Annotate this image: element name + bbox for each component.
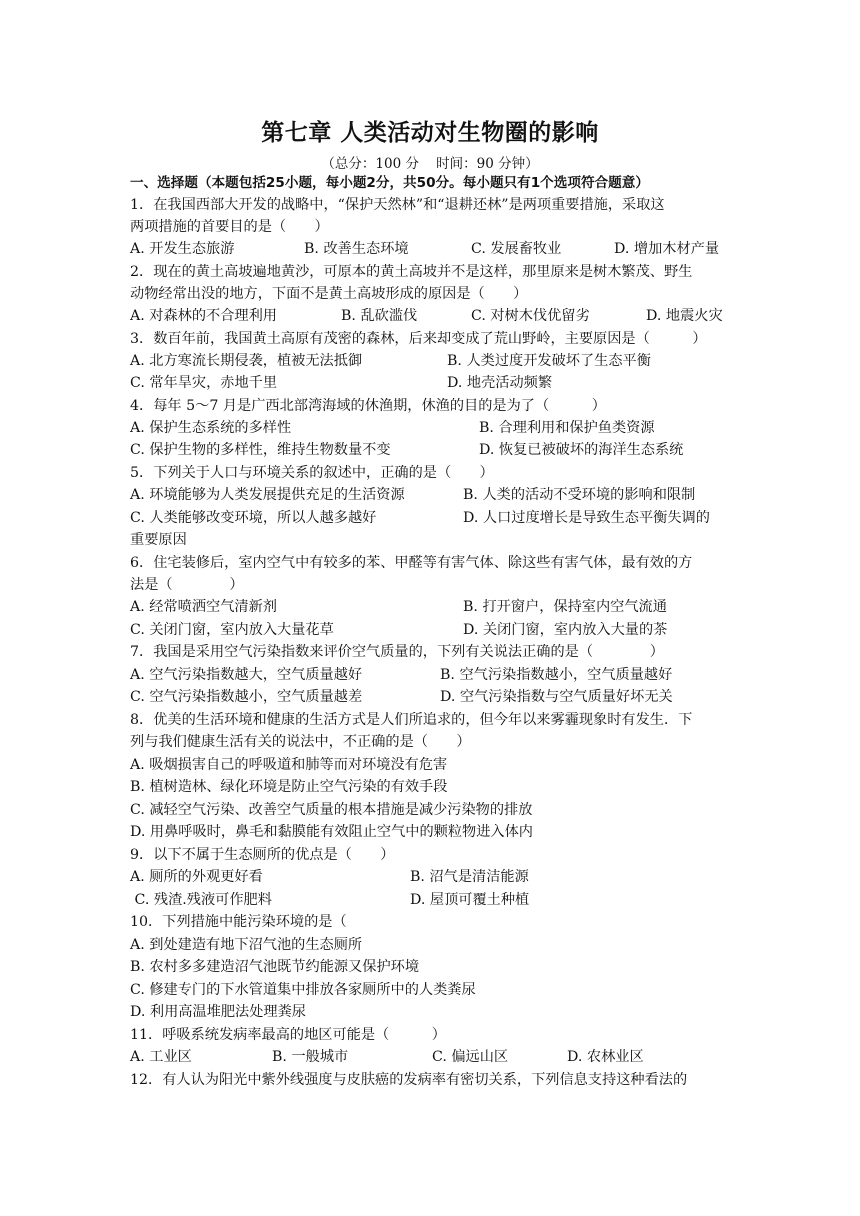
question-8-stem-line1: 8．优美的生活环境和健康的生活方式是人们所追求的，但今年以来雾霾现象时有发生．下 bbox=[130, 712, 693, 728]
question-9-option-d: D. 屋顶可覆土种植 bbox=[410, 892, 530, 908]
question-5-option-d-continued: 重要原因 bbox=[130, 532, 187, 548]
question-4-option-c: C. 保护生物的多样性，维持生物数量不变 bbox=[130, 442, 391, 458]
question-4-option-d: D. 恢复已被破坏的海洋生态系统 bbox=[479, 442, 684, 458]
question-3-option-b: B. 人类过度开发破坏了生态平衡 bbox=[447, 353, 651, 369]
question-5-option-d: D. 人口过度增长是导致生态平衡失调的 bbox=[463, 510, 710, 526]
question-10-option-d: D. 利用高温堆肥法处理粪尿 bbox=[130, 1004, 306, 1020]
question-5-option-b: B. 人类的活动不受环境的影响和限制 bbox=[463, 487, 696, 503]
question-9-option-c: C. 残渣.残液可作肥料 bbox=[130, 892, 272, 908]
question-1-option-b: B. 改善生态环境 bbox=[304, 241, 409, 257]
question-5-stem: 5．下列关于人口与环境关系的叙述中，正确的是（ ） bbox=[130, 465, 494, 481]
question-4-option-a: A. 保护生态系统的多样性 bbox=[130, 420, 292, 436]
question-8-option-c: C. 减轻空气污染、改善空气质量的根本措施是减少污染物的排放 bbox=[130, 802, 533, 818]
question-1-option-c: C. 发展畜牧业 bbox=[471, 241, 562, 257]
question-11-option-a: A. 工业区 bbox=[130, 1049, 192, 1065]
question-1-stem-line2: 两项措施的首要目的是（ ） bbox=[130, 219, 329, 235]
question-8-option-b: B. 植树造林、绿化环境是防止空气污染的有效手段 bbox=[130, 779, 448, 795]
question-6-stem-line2: 法是（ ） bbox=[130, 577, 244, 593]
question-10-option-c: C. 修建专门的下水管道集中排放各家厕所中的人类粪尿 bbox=[130, 982, 476, 998]
question-10-option-b: B. 农村多多建造沼气池既节约能源又保护环境 bbox=[130, 959, 420, 975]
question-3-option-c: C. 常年旱灾，赤地千里 bbox=[130, 375, 278, 391]
question-6-option-d: D. 关闭门窗，室内放入大量的茶 bbox=[463, 622, 668, 638]
question-7-option-d: D. 空气污染指数与空气质量好坏无关 bbox=[440, 689, 673, 705]
question-10-stem: 10．下列措施中能污染环境的是（ bbox=[130, 914, 347, 930]
question-6-option-a: A. 经常喷洒空气清新剂 bbox=[130, 599, 277, 615]
question-8-option-d: D. 用鼻呼吸时，鼻毛和黏膜能有效阻止空气中的颗粒物进入体内 bbox=[130, 824, 533, 840]
question-12-stem: 12．有人认为阳光中紫外线强度与皮肤癌的发病率有密切关系，下列信息支持这种看法的 bbox=[130, 1072, 688, 1088]
question-2-stem-line1: 2．现在的黄土高坡遍地黄沙，可原本的黄土高坡并不是这样，那里原来是树木繁茂、野生 bbox=[130, 264, 693, 280]
question-2-stem-line2: 动物经常出没的地方，下面不是黄土高坡形成的原因是（ ） bbox=[130, 286, 528, 302]
question-2-option-d: D. 地震火灾 bbox=[646, 308, 723, 324]
question-11-option-d: D. 农林业区 bbox=[567, 1049, 644, 1065]
page-subtitle: （总分：100 分 时间：90 分钟） bbox=[321, 156, 539, 172]
question-11-option-b: B. 一般城市 bbox=[272, 1049, 349, 1065]
question-1-option-d: D. 增加木材产量 bbox=[614, 241, 720, 257]
question-5-option-a: A. 环境能够为人类发展提供充足的生活资源 bbox=[130, 487, 405, 503]
section-heading: 一、选择题（本题包括25小题，每小题2分，共50分。每小题只有1个选项符合题意） bbox=[130, 175, 649, 191]
question-2-option-c: C. 对树木伐优留劣 bbox=[471, 308, 590, 324]
question-7-option-b: B. 空气污染指数越小，空气质量越好 bbox=[440, 667, 673, 683]
question-1-option-a: A. 开发生态旅游 bbox=[130, 241, 235, 257]
page-title: 第七章 人类活动对生物圈的影响 bbox=[261, 120, 599, 146]
question-5-option-c: C. 人类能够改变环境，所以人越多越好 bbox=[130, 510, 377, 526]
question-3-stem: 3．数百年前，我国黄土高原有茂密的森林，后来却变成了荒山野岭，主要原因是（ ） bbox=[130, 331, 707, 347]
question-7-option-a: A. 空气污染指数越大，空气质量越好 bbox=[130, 667, 363, 683]
question-1-stem-line1: 1．在我国西部大开发的战略中，“保护天然林”和“退耕还林”是两项重要措施，采取这 bbox=[130, 197, 665, 213]
question-8-option-a: A. 吸烟损害自己的呼吸道和肺等而对环境没有危害 bbox=[130, 757, 448, 773]
question-9-option-b: B. 沼气是清洁能源 bbox=[410, 869, 529, 885]
question-3-option-a: A. 北方寒流长期侵袭，植被无法抵御 bbox=[130, 353, 363, 369]
question-9-stem: 9．以下不属于生态厕所的优点是（ ） bbox=[130, 847, 395, 863]
question-4-stem: 4．每年 5～7 月是广西北部湾海域的休渔期，休渔的目的是为了（ ） bbox=[130, 398, 606, 414]
question-8-stem-line2: 列与我们健康生活有关的说法中，不正确的是（ ） bbox=[130, 734, 471, 750]
question-6-option-b: B. 打开窗户，保持室内空气流通 bbox=[463, 599, 667, 615]
question-7-stem: 7．我国是采用空气污染指数来评价空气质量的，下列有关说法正确的是（ ） bbox=[130, 644, 664, 660]
question-11-option-c: C. 偏远山区 bbox=[432, 1049, 509, 1065]
question-11-stem: 11．呼吸系统发病率最高的地区可能是（ ） bbox=[130, 1027, 446, 1043]
question-7-option-c: C. 空气污染指数越小，空气质量越差 bbox=[130, 689, 363, 705]
question-3-option-d: D. 地壳活动频繁 bbox=[447, 375, 553, 391]
question-6-stem-line1: 6．住宅装修后，室内空气中有较多的苯、甲醛等有害气体、除这些有害气体，最有效的方 bbox=[130, 555, 693, 571]
question-9-option-a: A. 厕所的外观更好看 bbox=[130, 869, 263, 885]
question-4-option-b: B. 合理利用和保护鱼类资源 bbox=[479, 420, 655, 436]
question-2-option-a: A. 对森林的不合理利用 bbox=[130, 308, 277, 324]
question-2-option-b: B. 乱砍滥伐 bbox=[341, 308, 418, 324]
question-6-option-c: C. 关闭门窗，室内放入大量花草 bbox=[130, 622, 334, 638]
question-10-option-a: A. 到处建造有地下沼气池的生态厕所 bbox=[130, 937, 363, 953]
